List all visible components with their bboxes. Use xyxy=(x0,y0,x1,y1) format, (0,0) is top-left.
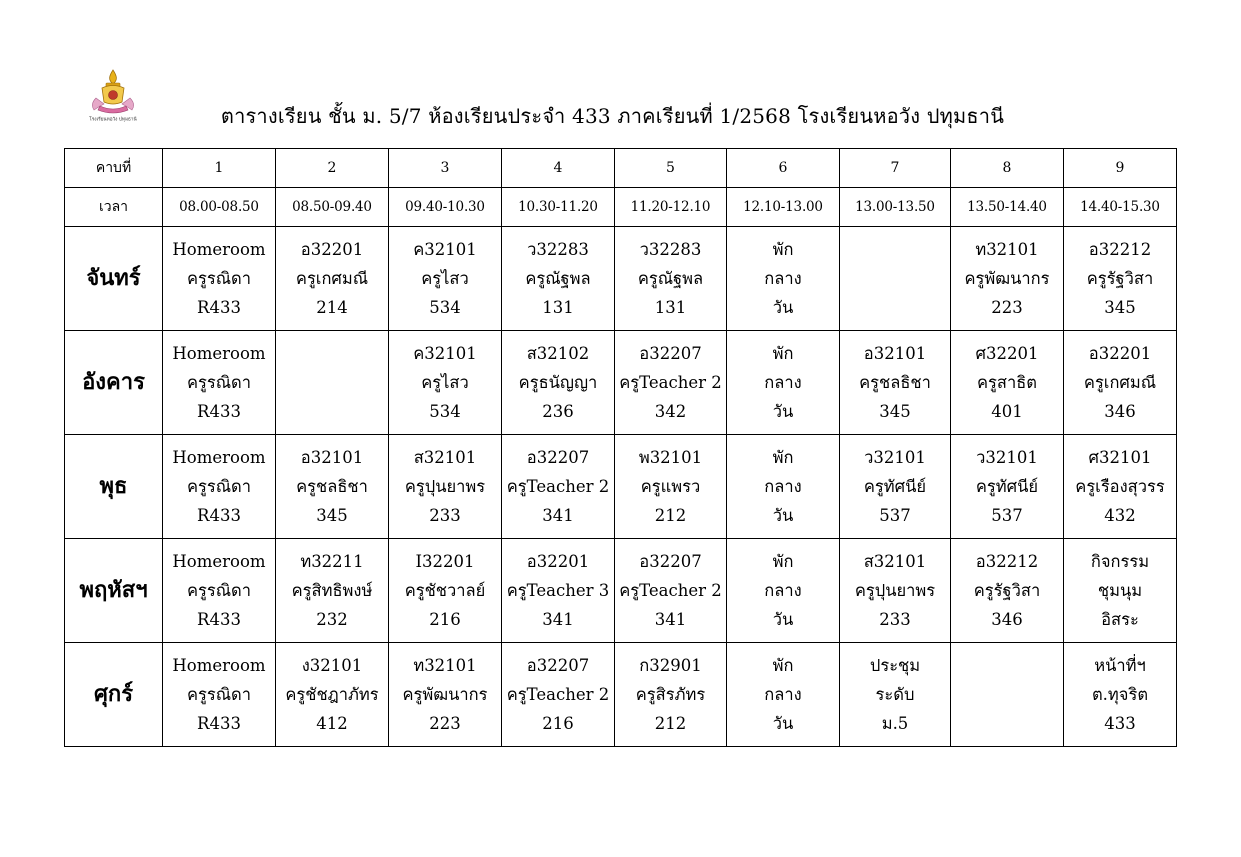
day-name: อังคาร xyxy=(65,331,163,435)
teacher-name: ครูรณิดา xyxy=(186,477,252,496)
subject-code: Homeroom xyxy=(172,656,266,675)
subject-code: ก32901 xyxy=(639,656,702,675)
teacher-name: ครูไสว xyxy=(421,373,469,392)
room-number: ม.5 xyxy=(881,714,909,733)
room-number: วัน xyxy=(772,506,794,525)
period-time: 10.30-11.20 xyxy=(502,188,615,227)
room-number: 342 xyxy=(654,402,687,421)
teacher-name: ครูปุนยาพร xyxy=(854,581,936,600)
teacher-name: ครูเกศมณี xyxy=(295,269,369,288)
schedule-cell xyxy=(163,227,276,331)
room-number: 346 xyxy=(1104,402,1136,421)
teacher-name: ครูสาธิต xyxy=(976,373,1038,392)
subject-code: ง32101 xyxy=(301,656,363,675)
subject-code: ศ32101 xyxy=(1088,448,1152,467)
teacher-name: ครูพัฒนากร xyxy=(964,269,1050,288)
subject-code: Homeroom xyxy=(172,240,266,259)
room-number: R433 xyxy=(197,714,241,733)
day-name: พุธ xyxy=(65,435,163,539)
subject-code: พัก xyxy=(772,448,794,467)
period-number: 2 xyxy=(276,149,389,188)
room-number: 341 xyxy=(542,506,574,525)
subject-code: พัก xyxy=(772,656,794,675)
schedule-cell xyxy=(1064,331,1177,435)
room-number: 432 xyxy=(1104,506,1136,525)
day-row xyxy=(65,227,1177,331)
schedule-cell xyxy=(502,331,615,435)
subject-code: ท32211 xyxy=(300,552,364,571)
room-number: 216 xyxy=(429,610,461,629)
schedule-cell xyxy=(389,331,502,435)
schedule-cell xyxy=(840,643,951,747)
subject-code: กิจกรรม xyxy=(1090,552,1150,571)
schedule-cell xyxy=(502,435,615,539)
time-header-row xyxy=(65,188,1177,227)
teacher-name: ครูรณิดา xyxy=(186,373,252,392)
room-number: 233 xyxy=(879,610,911,629)
teacher-name: ครูชัชฎาภัทร xyxy=(285,685,379,704)
schedule-cell xyxy=(163,331,276,435)
room-number: 233 xyxy=(429,506,461,525)
subject-code: อ32207 xyxy=(639,344,702,363)
schedule-cell xyxy=(727,539,840,643)
teacher-name: ครูทัศนีย์ xyxy=(975,477,1039,496)
room-number: 223 xyxy=(991,298,1023,317)
teacher-name: ครูรณิดา xyxy=(186,685,252,704)
teacher-name: กลาง xyxy=(764,477,802,496)
room-number: วัน xyxy=(772,610,794,629)
subject-code: ศ32201 xyxy=(975,344,1039,363)
schedule-cell xyxy=(615,331,727,435)
schedule-cell xyxy=(163,539,276,643)
subject-code: ส32101 xyxy=(413,448,477,467)
period-header-row xyxy=(65,149,1177,188)
subject-code: ท32101 xyxy=(413,656,477,675)
subject-code: Homeroom xyxy=(172,344,266,363)
schedule-cell xyxy=(389,643,502,747)
schedule-cell xyxy=(951,227,1064,331)
schedule-cell xyxy=(951,331,1064,435)
room-number: 345 xyxy=(1104,298,1136,317)
timetable xyxy=(64,148,1177,747)
teacher-name: กลาง xyxy=(764,685,802,704)
schedule-cell xyxy=(502,539,615,643)
teacher-name: ครูสิทธิพงษ์ xyxy=(291,581,373,600)
day-name: ศุกร์ xyxy=(65,643,163,747)
period-number: 8 xyxy=(951,149,1064,188)
teacher-name: ต.ทุจริต xyxy=(1091,685,1149,704)
schedule-cell xyxy=(951,643,1064,747)
teacher-name: ครูTeacher 3 xyxy=(506,581,610,600)
room-number: อิสระ xyxy=(1101,610,1139,629)
teacher-name: ครูไสว xyxy=(421,269,469,288)
subject-code: ท32101 xyxy=(975,240,1039,259)
teacher-name: ครูเกศมณี xyxy=(1083,373,1157,392)
subject-code: อ32207 xyxy=(526,656,590,675)
subject-code: พัก xyxy=(772,552,794,571)
teacher-name: ครูสิรภัทร xyxy=(635,685,706,704)
schedule-cell xyxy=(276,643,389,747)
teacher-name: กลาง xyxy=(764,373,802,392)
schedule-cell xyxy=(727,331,840,435)
subject-code: Homeroom xyxy=(172,552,266,571)
schedule-cell xyxy=(389,227,502,331)
period-time: 14.40-15.30 xyxy=(1064,188,1177,227)
subject-code: อ32207 xyxy=(639,552,702,571)
room-number: R433 xyxy=(197,298,241,317)
day-row xyxy=(65,539,1177,643)
room-number: 341 xyxy=(654,610,687,629)
schedule-cell xyxy=(727,227,840,331)
schedule-cell xyxy=(727,435,840,539)
subject-code: ส32102 xyxy=(526,344,590,363)
schedule-cell xyxy=(276,331,389,435)
teacher-name: ครูTeacher 2 xyxy=(619,581,722,600)
subject-code: อ32212 xyxy=(975,552,1039,571)
teacher-name: ครูรณิดา xyxy=(186,269,252,288)
schedule-cell xyxy=(840,227,951,331)
subject-code: ประชุม xyxy=(869,656,921,675)
period-time: 13.50-14.40 xyxy=(951,188,1064,227)
teacher-name: ครูชลธิชา xyxy=(859,373,931,392)
room-number: 131 xyxy=(654,298,687,317)
teacher-name: ครูรณิดา xyxy=(186,581,252,600)
subject-code: พัก xyxy=(772,344,794,363)
schedule-cell xyxy=(502,227,615,331)
room-number: 212 xyxy=(654,714,687,733)
teacher-name: ระดับ xyxy=(875,685,915,704)
subject-code: พัก xyxy=(772,240,794,259)
room-number: R433 xyxy=(197,506,241,525)
teacher-name: ครูธนัญญา xyxy=(518,373,598,392)
logo-caption: โรงเรียนหอวัง ปทุมธานี xyxy=(89,116,137,122)
teacher-name: ครูTeacher 2 xyxy=(506,477,610,496)
teacher-name: ครูปุนยาพร xyxy=(404,477,486,496)
teacher-name: ครูชลธิชา xyxy=(296,477,368,496)
schedule-cell xyxy=(615,539,727,643)
period-number: 6 xyxy=(727,149,840,188)
teacher-name: ครูทัศนีย์ xyxy=(863,477,927,496)
schedule-cell xyxy=(276,435,389,539)
teacher-name: ครูณัฐพล xyxy=(525,269,591,288)
subject-code: อ32101 xyxy=(863,344,927,363)
schedule-cell xyxy=(951,435,1064,539)
teacher-name: ครูTeacher 2 xyxy=(506,685,610,704)
room-number: 214 xyxy=(316,298,348,317)
subject-code: อ32201 xyxy=(1088,344,1152,363)
room-number: 346 xyxy=(991,610,1023,629)
subject-code: อ32101 xyxy=(300,448,364,467)
day-name: จันทร์ xyxy=(65,227,163,331)
subject-code: ว32101 xyxy=(864,448,926,467)
room-number: 341 xyxy=(542,610,574,629)
subject-code: ว32283 xyxy=(639,240,702,259)
schedule-cell xyxy=(615,435,727,539)
day-row xyxy=(65,435,1177,539)
room-number: R433 xyxy=(197,402,241,421)
subject-code: อ32212 xyxy=(1088,240,1152,259)
room-number: 212 xyxy=(654,506,687,525)
teacher-name: ครูรัฐวิสา xyxy=(973,581,1041,600)
room-number: 345 xyxy=(316,506,348,525)
room-number: 345 xyxy=(879,402,911,421)
subject-code: I32201 xyxy=(415,552,475,571)
period-time: 08.00-08.50 xyxy=(163,188,276,227)
room-number: 433 xyxy=(1104,714,1136,733)
schedule-cell xyxy=(1064,435,1177,539)
subject-code: พ32101 xyxy=(638,448,703,467)
period-number: 9 xyxy=(1064,149,1177,188)
room-number: 131 xyxy=(542,298,574,317)
schedule-cell xyxy=(951,539,1064,643)
schedule-cell xyxy=(1064,643,1177,747)
period-number: 3 xyxy=(389,149,502,188)
page-title: ตารางเรียน ชั้น ม. 5/7 ห้องเรียนประจำ 433 ภาคเรียนที่ 1/2568 โรงเรียนหอวัง ปทุมธานี xyxy=(220,104,1005,128)
teacher-name: ครูTeacher 2 xyxy=(619,373,722,392)
period-number: 4 xyxy=(502,149,615,188)
room-number: 534 xyxy=(429,298,461,317)
teacher-name: กลาง xyxy=(764,581,802,600)
schedule-cell xyxy=(389,539,502,643)
subject-code: ค32101 xyxy=(413,344,477,363)
subject-code: ส32101 xyxy=(863,552,927,571)
room-number: 537 xyxy=(991,506,1023,525)
schedule-cell xyxy=(502,643,615,747)
room-number: 232 xyxy=(316,610,348,629)
teacher-name: ครูณัฐพล xyxy=(637,269,704,288)
schedule-cell xyxy=(615,227,727,331)
day-row xyxy=(65,331,1177,435)
period-time: 08.50-09.40 xyxy=(276,188,389,227)
subject-code: ว32283 xyxy=(527,240,589,259)
period-label: คาบที่ xyxy=(65,149,163,188)
room-number: วัน xyxy=(772,714,794,733)
schedule-cell xyxy=(276,227,389,331)
schedule-cell xyxy=(163,435,276,539)
day-row xyxy=(65,643,1177,747)
schedule-cell xyxy=(389,435,502,539)
subject-code: Homeroom xyxy=(172,448,266,467)
room-number: 216 xyxy=(542,714,574,733)
period-time: 12.10-13.00 xyxy=(727,188,840,227)
subject-code: อ32201 xyxy=(526,552,590,571)
subject-code: อ32201 xyxy=(300,240,364,259)
school-logo xyxy=(82,68,144,126)
period-number: 7 xyxy=(840,149,951,188)
teacher-name: กลาง xyxy=(764,269,802,288)
period-time: 13.00-13.50 xyxy=(840,188,951,227)
teacher-name: ครูเรืองสุวรร xyxy=(1075,477,1165,496)
room-number: 537 xyxy=(879,506,911,525)
room-number: วัน xyxy=(772,402,794,421)
subject-code: ว32101 xyxy=(976,448,1038,467)
room-number: วัน xyxy=(772,298,794,317)
period-time: 11.20-12.10 xyxy=(615,188,727,227)
schedule-cell xyxy=(840,435,951,539)
room-number: 412 xyxy=(316,714,348,733)
teacher-name: ครูชัชวาลย์ xyxy=(404,581,486,600)
room-number: R433 xyxy=(197,610,241,629)
subject-code: ค32101 xyxy=(413,240,477,259)
schedule-cell xyxy=(727,643,840,747)
schedule-cell xyxy=(1064,539,1177,643)
room-number: 534 xyxy=(429,402,461,421)
day-name: พฤหัสฯ xyxy=(65,539,163,643)
teacher-name: ชุมนุม xyxy=(1097,581,1143,600)
schedule-cell xyxy=(840,331,951,435)
room-number: 401 xyxy=(991,402,1023,421)
teacher-name: ครูรัฐวิสา xyxy=(1086,269,1154,288)
period-number: 1 xyxy=(163,149,276,188)
schedule-cell xyxy=(615,643,727,747)
teacher-name: ครูพัฒนากร xyxy=(402,685,488,704)
period-time: 09.40-10.30 xyxy=(389,188,502,227)
teacher-name: ครูแพรว xyxy=(640,477,701,496)
subject-code: อ32207 xyxy=(526,448,590,467)
subject-code: หน้าที่ฯ xyxy=(1094,656,1146,675)
schedule-cell xyxy=(276,539,389,643)
schedule-cell xyxy=(163,643,276,747)
room-number: 223 xyxy=(429,714,461,733)
schedule-cell xyxy=(1064,227,1177,331)
room-number: 236 xyxy=(542,402,574,421)
time-label: เวลา xyxy=(65,188,163,227)
period-number: 5 xyxy=(615,149,727,188)
schedule-cell xyxy=(840,539,951,643)
